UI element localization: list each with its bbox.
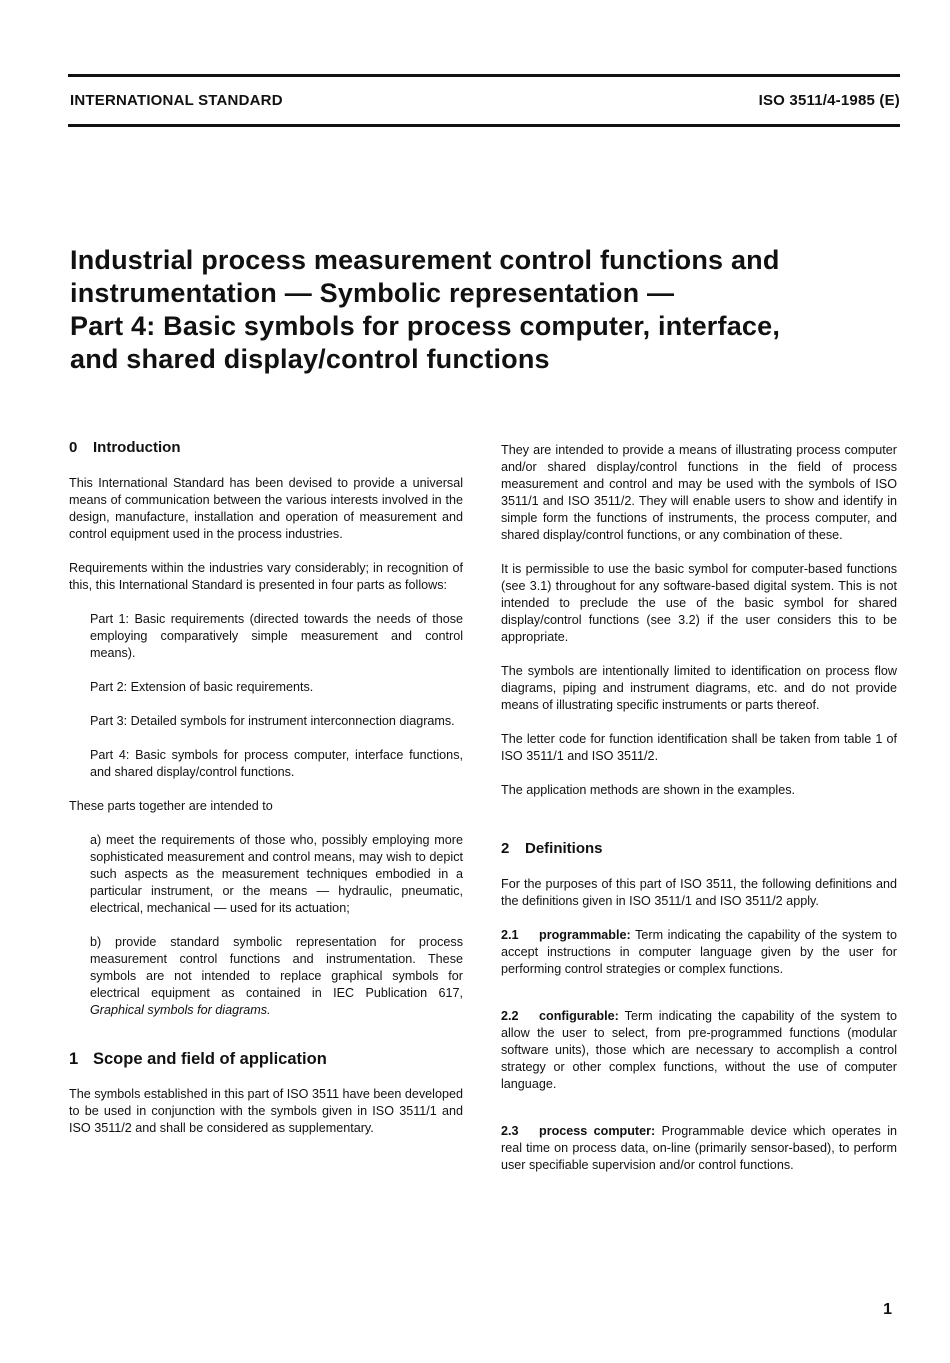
intro-paragraph-2: Requirements within the industries vary considerably; in recognition of this, this International Standard is presented in four parts as follows: <box>69 561 463 592</box>
left-column <box>69 438 463 1154</box>
standard-number-label: ISO 3511/4-1985 (E) <box>758 92 900 109</box>
document-title <box>70 244 900 376</box>
title-line-4: and shared display/control functions <box>70 344 550 374</box>
definition-number: 2.2 <box>501 1009 519 1023</box>
definition-number: 2.1 <box>501 928 519 942</box>
intro-paragraph-5: It is permissible to use the basic symbol for computer-based functions (see 3.1) throughout for any software-based digital system. This is not intended to preclude the use of the basic symbol for shared display/control functions (see 3.2) if the user considers this to be appropriate. <box>501 562 897 644</box>
part-3-item: Part 3: Detailed symbols for instrument interconnection diagrams. <box>90 714 455 728</box>
list-item-b-publication-title: Graphical symbols for diagrams. <box>90 1003 271 1017</box>
intro-paragraph-8: The application methods are shown in the examples. <box>501 783 796 797</box>
section-title: Definitions <box>525 840 603 857</box>
part-1-item: Part 1: Basic requirements (directed towards the needs of those employing comparatively simple measurement and control means). <box>90 612 463 660</box>
intro-paragraph-6: The symbols are intentionally limited to identification on process flow diagrams, piping and instrument diagrams, etc. and do not provide means of illustrating specific instruments or parts thereof. <box>501 664 897 712</box>
section-number: 0 <box>69 439 78 456</box>
right-column <box>501 442 897 1191</box>
header-rule-bottom <box>68 124 900 127</box>
definition-text: Term indicating the capability of the system to accept instructions in computer language given by the user for performing control strategies or complex functions. <box>501 928 897 976</box>
introduction-heading <box>69 438 463 458</box>
scope-heading <box>69 1049 463 1069</box>
definition-2-3 <box>501 1123 897 1174</box>
definition-term: configurable: <box>539 1009 619 1023</box>
intro-paragraph-1: This International Standard has been devised to provide a universal means of communication between the various interests involved in the design, manufacture, installation and operation of measurement and control equipment used in the process industries. <box>69 476 463 541</box>
part-4-item: Part 4: Basic symbols for process computer, interface functions, and shared display/control functions. <box>90 748 463 779</box>
definition-term: programmable: <box>539 928 631 942</box>
section-number: 1 <box>69 1050 79 1068</box>
intro-paragraph-7: The letter code for function identification shall be taken from table 1 of ISO 3511/1 and ISO 3511/2. <box>501 732 897 763</box>
definition-2-1 <box>501 927 897 978</box>
definition-number: 2.3 <box>501 1124 519 1138</box>
part-2-item: Part 2: Extension of basic requirements. <box>90 680 314 694</box>
title-line-3: Part 4: Basic symbols for process computer, interface, <box>70 311 781 341</box>
intro-paragraph-3: These parts together are intended to <box>69 799 273 813</box>
section-title: Scope and field of application <box>93 1050 327 1068</box>
list-item-b-text: b) provide standard symbolic representation for process measurement control functions and instrumentation. These symbols are not intended to replace graphical symbols for electrical equipment as contained in IEC Publication 617, <box>90 935 463 1000</box>
definition-text: Programmable device which operates in real time on process data, on-line (primarily sensor-based), to perform user specifiable supervision and/or control functions. <box>501 1124 898 1172</box>
definitions-heading <box>501 839 897 859</box>
intro-paragraph-4: They are intended to provide a means of illustrating process computer and/or shared display/control functions in the field of process measurement and control and may be used with the symbols of ISO 3511/1 and ISO 3511/2. They will enable users to show and identify in simple form the functions of instruments, the process computer, and shared display/control functions, or any combination of these. <box>501 443 897 542</box>
scope-paragraph: The symbols established in this part of ISO 3511 have been developed to be used in conjunction with the symbols given in ISO 3511/1 and ISO 3511/2 and shall be considered as supplementary. <box>69 1087 463 1135</box>
definitions-intro: For the purposes of this part of ISO 3511, the following definitions and the definitions given in ISO 3511/1 and ISO 3511/2 apply. <box>501 877 897 908</box>
title-line-2: instrumentation — Symbolic representation — <box>70 278 675 308</box>
definition-2-2 <box>501 1008 897 1093</box>
section-number: 2 <box>501 840 510 857</box>
page-number: 1 <box>883 1301 892 1318</box>
definition-text: Term indicating the capability of the system to allow the user to select, from pre-programmed functions (modular software units), those which are necessary to accomplish a control strategy or other complex functions, without the use of computer language. <box>501 1009 897 1091</box>
section-title: Introduction <box>93 439 181 456</box>
definition-term: process computer: <box>539 1124 656 1138</box>
header-rule-top <box>68 74 900 77</box>
list-item-a: a) meet the requirements of those who, possibly employing more sophisticated measurement and control means, may wish to depict such aspects as the measurement techniques embodied in a particular instrument, or the means — hydraulic, pneumatic, electrical, mechanical — used for its actuation; <box>90 833 463 915</box>
standard-type-label: INTERNATIONAL STANDARD <box>70 92 283 109</box>
title-line-1: Industrial process measurement control functions and <box>70 245 780 275</box>
list-item-b <box>90 934 463 1019</box>
